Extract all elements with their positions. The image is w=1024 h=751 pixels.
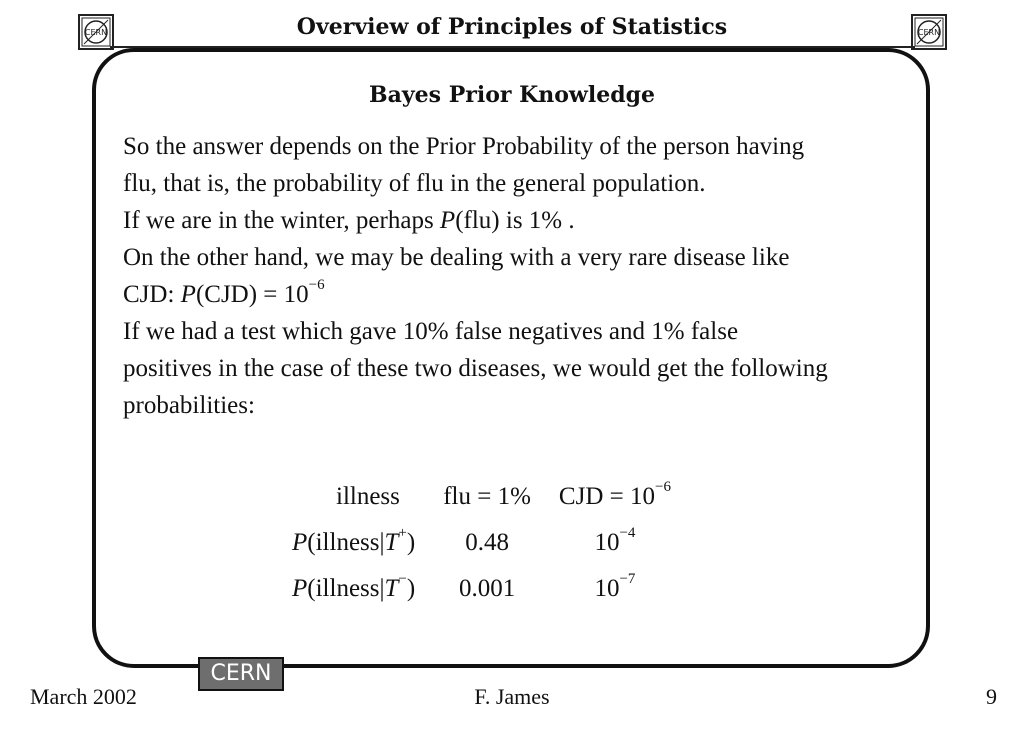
table-cell-label: P(illness|T−): [292, 570, 416, 602]
paragraph-prior: [123, 128, 923, 424]
page-header-title: Overview of Principles of Statistics: [296, 14, 728, 40]
page-number: 9: [986, 684, 997, 709]
footer-date: March 2002: [30, 684, 137, 709]
table-cell: $10^{-7}$: [594, 570, 636, 602]
paragraph-line-cjd: CJD: $P(CJD) = 10^{-6}$: [123, 276, 325, 308]
svg-text:CERN: CERN: [917, 28, 941, 37]
paragraph-line: probabilities:: [123, 392, 255, 419]
table-cell: 0.001: [458, 575, 516, 602]
svg-text:CERN: CERN: [84, 28, 108, 37]
table-row: [278, 566, 685, 612]
paragraph-line: flu, that is, the probability of flu in the general population.: [123, 170, 706, 197]
paragraph-line-winter: If we are in the winter, perhaps P(flu) is 1% .: [123, 207, 575, 234]
table-cell: $10^{-4}$: [594, 524, 636, 556]
paragraph-line: So the answer depends on the Prior Probability of the person having: [123, 133, 805, 160]
table-header-row: [278, 474, 685, 520]
table-cell-label: P(illness|T+): [292, 524, 416, 556]
table-cell: 0.48: [465, 529, 509, 556]
probability-table: [278, 474, 685, 612]
cern-badge: CERN: [198, 657, 284, 691]
table-header-cell: illness: [336, 483, 400, 510]
paragraph-line: If we had a test which gave 10% false negatives and 1% false: [123, 318, 739, 345]
paragraph-line: positives in the case of these two diseases, we would get the following: [123, 355, 828, 382]
footer-author: F. James: [474, 684, 550, 709]
slide-title: Bayes Prior Knowledge: [369, 82, 655, 108]
paragraph-line: On the other hand, we may be dealing with a very rare disease like: [123, 244, 790, 271]
table-header-cell: flu = 1%: [443, 483, 531, 510]
table-header-cell: CJD = $10^{-6}$: [558, 478, 671, 510]
table-row: [278, 520, 685, 566]
